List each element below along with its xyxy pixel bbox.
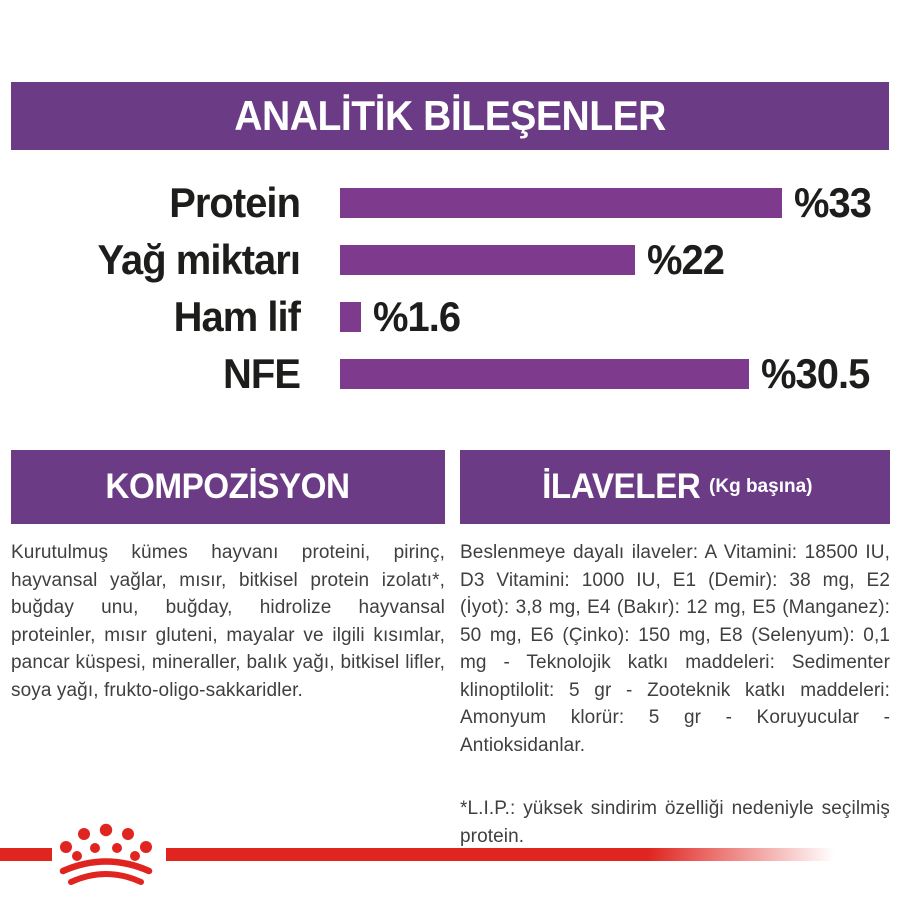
chart-label-fibre: Ham lif bbox=[173, 292, 300, 340]
chart-bar-nfe bbox=[340, 359, 749, 389]
chart-row-fat bbox=[0, 231, 900, 288]
additives-title-suffix: (Kg başına) bbox=[709, 476, 813, 497]
chart-value-fibre: %1.6 bbox=[373, 292, 461, 340]
royal-canin-crown-icon bbox=[50, 822, 162, 888]
chart-value-fat: %22 bbox=[646, 235, 724, 283]
chart-bar-fibre bbox=[340, 302, 361, 332]
additives-title: İLAVELER bbox=[541, 467, 700, 506]
footer-stripe-left bbox=[0, 848, 52, 861]
chart-label-protein: Protein bbox=[169, 178, 300, 226]
chart-bar-protein bbox=[340, 188, 782, 218]
chart-row-fibre bbox=[0, 288, 900, 345]
footer-stripe-right bbox=[166, 848, 834, 861]
lip-footnote: *L.I.P.: yüksek sindirim özelliği nedeniyle seçilmiş protein. bbox=[460, 798, 890, 847]
composition-title: KOMPOZİSYON bbox=[105, 467, 351, 506]
composition-header bbox=[11, 450, 445, 524]
chart-row-nfe bbox=[0, 345, 900, 402]
composition-body: Kurutulmuş kümes hayvanı proteini, pirinç, hayvansal yağlar, mısır, bitkisel protein izolatı*, buğday unu, buğday, hidrolize hayvansal proteinler, mısır gluteni, mayalar ve ilgili kısımlar, pancar küspesi, mineraller, balık yağı, bitkisel lifler, soya yağı, frukto-oligo-sakkaridler. bbox=[11, 542, 445, 701]
analytic-components-chart bbox=[0, 174, 900, 402]
chart-value-protein: %33 bbox=[794, 178, 872, 226]
chart-label-fat: Yağ miktarı bbox=[97, 235, 301, 283]
composition-section bbox=[11, 450, 445, 704]
additives-header bbox=[460, 450, 890, 524]
chart-row-protein bbox=[0, 174, 900, 231]
analytic-components-title: ANALİTİK BİLEŞENLER bbox=[234, 92, 666, 139]
chart-value-nfe: %30.5 bbox=[760, 349, 870, 397]
chart-bar-fat bbox=[340, 245, 635, 275]
additives-section bbox=[460, 450, 890, 850]
chart-label-nfe: NFE bbox=[223, 349, 300, 397]
analytic-components-header bbox=[11, 82, 889, 150]
additives-body: Beslenmeye dayalı ilaveler: A Vitamini: 18500 IU, D3 Vitamini: 1000 IU, E1 (Demir): 38 mg, E2 (İyot): 3,8 mg, E4 (Bakır): 12 mg, E5 (Manganez): 50 mg, E6 (Çinko): 150 mg, E8 (Selenyum): 0,1 mg - Teknolojik katkı maddeleri: Sedimenter klinoptilolit: 5 gr - Zooteknik katkı maddeleri: Amonyum klorür: 5 gr - Koruyucular - Antioksidanlar. bbox=[460, 542, 890, 756]
